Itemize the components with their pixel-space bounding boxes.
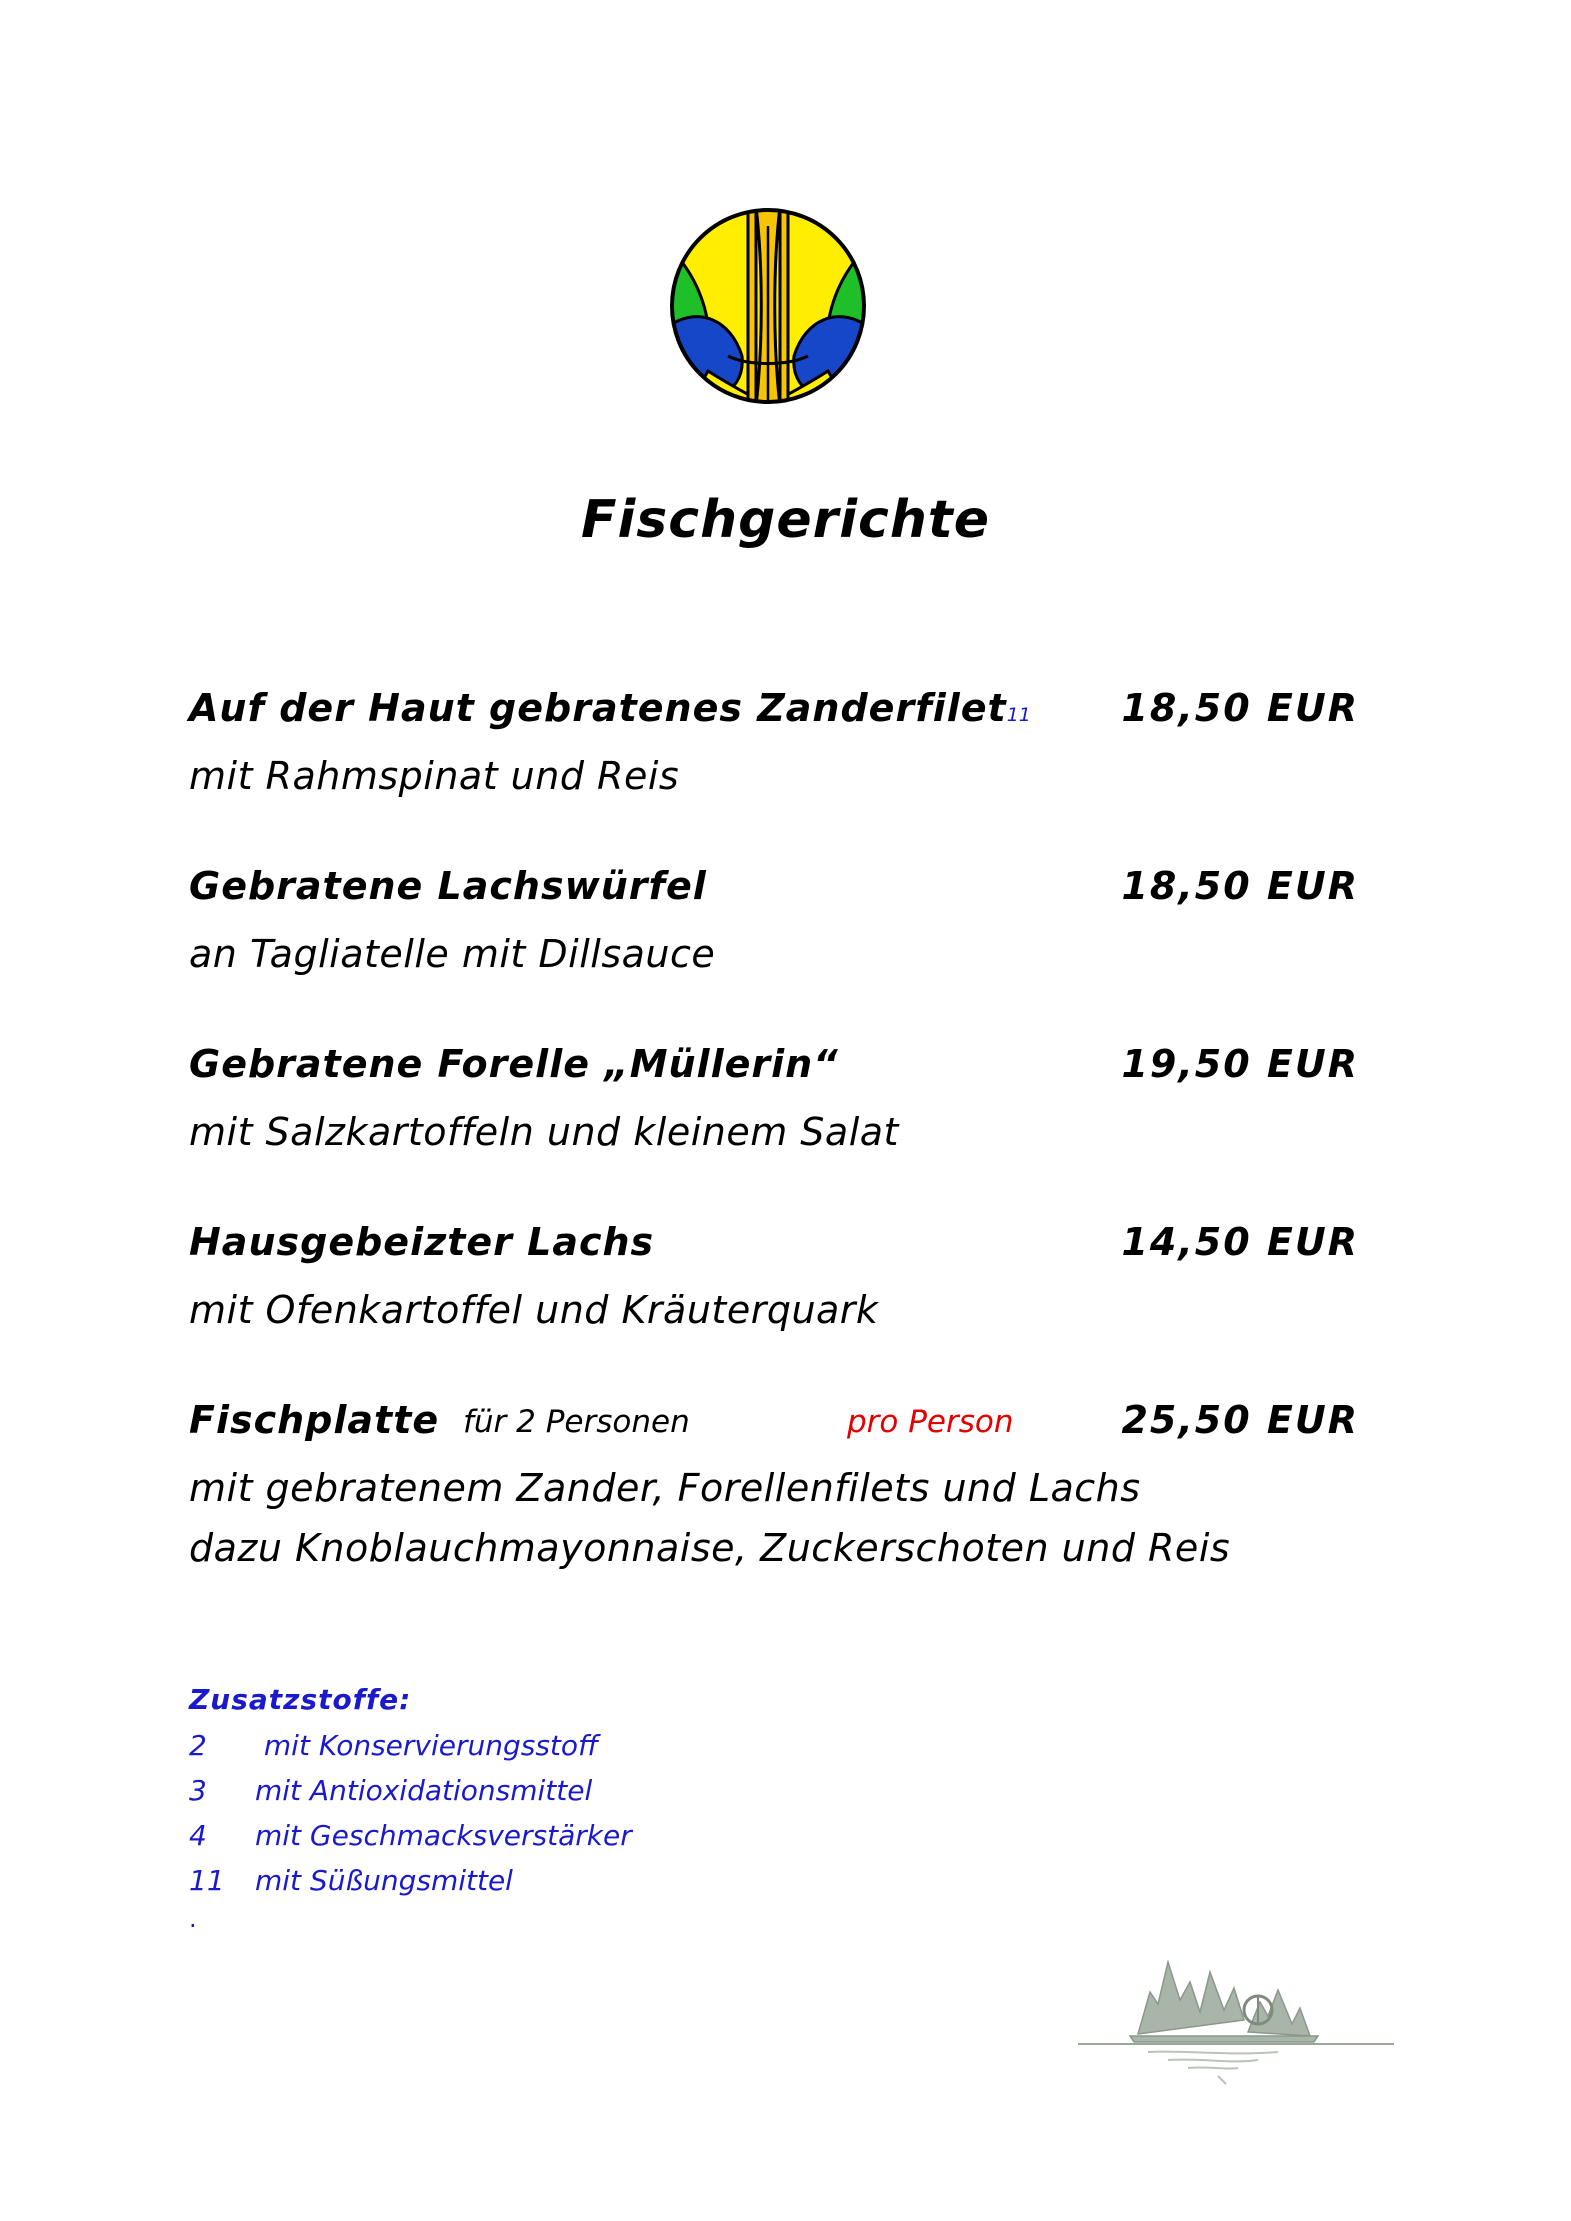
additive-code: 4: [189, 1819, 207, 1852]
dish-name-text: Auf der Haut gebratenes Zanderfilet: [189, 686, 1007, 730]
dish-price: 18,50 EUR: [1121, 864, 1359, 908]
dish-price: 25,50 EUR: [1121, 1398, 1359, 1442]
dish-item: [189, 1042, 1359, 1162]
additive-label: mit Süßungsmittel: [255, 1864, 513, 1897]
dish-item: [189, 1398, 1359, 1578]
trailing-dot: .: [189, 1905, 197, 1933]
additives-legend: [189, 1677, 632, 1903]
additive-code: 3: [189, 1774, 207, 1807]
page-title: Fischgerichte: [580, 490, 991, 550]
dish-price: 18,50 EUR: [1121, 686, 1359, 730]
dish-name: Gebratene Lachswürfel: [189, 864, 707, 908]
dish-description: mit Rahmspinat und Reis: [189, 754, 680, 798]
dish-item: [189, 686, 1359, 806]
dish-price: 14,50 EUR: [1121, 1220, 1359, 1264]
additive-label: mit Konservierungsstoff: [255, 1729, 599, 1762]
dish-description: an Tagliatelle mit Dillsauce: [189, 932, 716, 976]
dish-name: Gebratene Forelle „Müllerin“: [189, 1042, 839, 1086]
additive-row: [189, 1858, 632, 1903]
additive-row: [189, 1768, 632, 1813]
dish-item: [189, 1220, 1359, 1340]
additive-code: 2: [189, 1729, 207, 1762]
dish-name: Hausgebeizter Lachs: [189, 1220, 655, 1264]
dish-persons: für 2 Personen: [463, 1404, 690, 1440]
dish-name: [189, 686, 1031, 730]
additive-label: mit Antioxidationsmittel: [255, 1774, 593, 1807]
dish-description: mit gebratenem Zander, Forellenfilets und Lachs: [189, 1466, 1141, 1510]
forest-lake-emblem-icon: [1078, 1932, 1394, 2092]
additive-row: [189, 1723, 632, 1768]
stained-glass-ball-logo-icon: [668, 206, 868, 406]
additives-heading: Zusatzstoffe:: [189, 1683, 412, 1716]
per-person-label: pro Person: [847, 1404, 1014, 1440]
additive-code: 11: [189, 1864, 225, 1897]
dish-name: Fischplatte: [189, 1398, 440, 1442]
dish-item: [189, 864, 1359, 984]
additive-label: mit Geschmacksverstärker: [255, 1819, 632, 1852]
additive-row: [189, 1813, 632, 1858]
dish-description: mit Salzkartoffeln und kleinem Salat: [189, 1110, 899, 1154]
dish-description: dazu Knoblauchmayonnaise, Zuckerschoten und Reis: [189, 1526, 1231, 1570]
additive-marker: 11: [1006, 704, 1031, 726]
dish-description: mit Ofenkartoffel und Kräuterquark: [189, 1288, 879, 1332]
dish-price: 19,50 EUR: [1121, 1042, 1359, 1086]
